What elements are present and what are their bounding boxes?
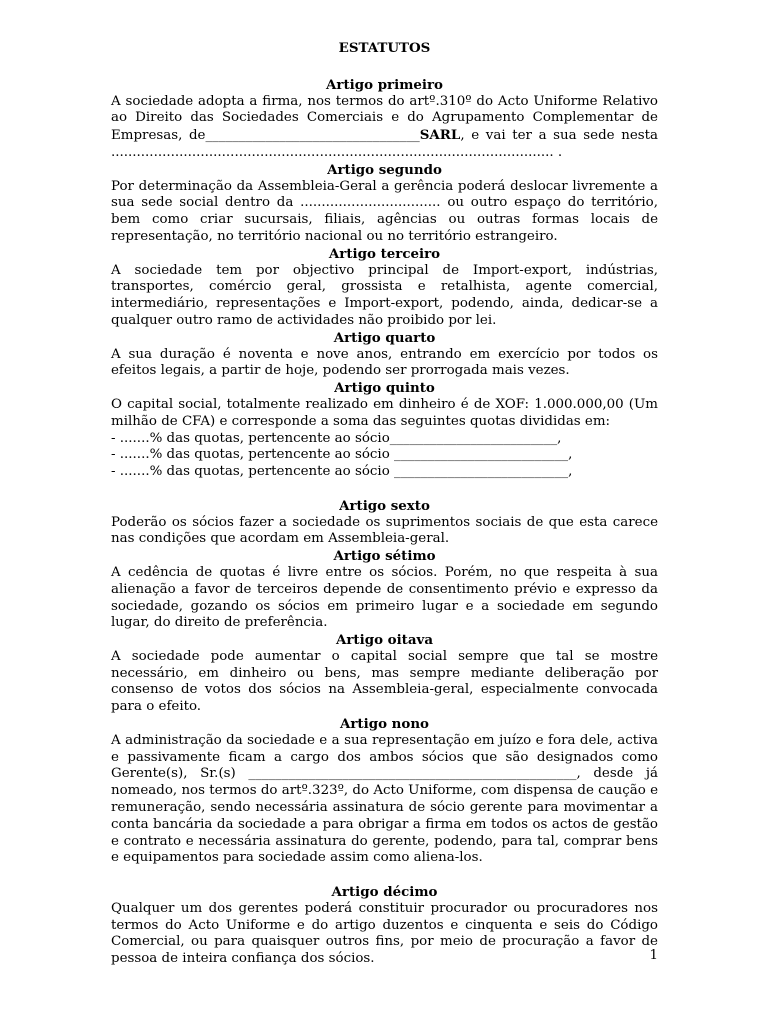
document-title: ESTATUTOS <box>338 40 431 56</box>
article-1-sarl: SARL <box>419 127 461 144</box>
article-5-heading: Artigo quinto <box>334 380 435 397</box>
document-page <box>111 40 658 968</box>
article-3-heading: Artigo terceiro <box>328 245 441 262</box>
article-4-text: A sua duração é noventa e nove anos, entrando em exercício por todos os efeitos legais, a partir de hoje, podendo ser prorrogada mais vezes. <box>111 346 658 379</box>
article-1-heading: Artigo primeiro <box>326 76 443 93</box>
article-6-heading: Artigo sexto <box>339 497 430 514</box>
article-9-heading: Artigo nono <box>339 716 429 733</box>
article-1-text-part2: , e vai ter a sua sede nesta <box>460 128 658 144</box>
article-1-dots: ........................................................................................................ . <box>111 144 563 160</box>
article-5-quota-1: - .......% das quotas, pertencente ao sócio_________________________, <box>111 430 562 446</box>
article-7-heading: Artigo sétimo <box>333 548 436 565</box>
article-1-text <box>111 94 658 145</box>
article-5-text: O capital social, totalmente realizado em dinheiro é de XOF: 1.000.000,00 (Um milhão de CFA) e corresponde a soma das seguintes quotas divididas em: <box>111 396 658 429</box>
spacer <box>111 481 658 498</box>
article-2-heading: Artigo segundo <box>327 161 442 178</box>
article-5-quota-3: - .......% das quotas, pertencente ao sócio __________________________, <box>111 464 573 480</box>
article-2-text: Por determinação da Assembleia-Geral a gerência poderá deslocar livremente a sua sede social dentro da ................................. ou outro espaço do território, bem como criar sucursais, filiais, agências ou outras formas locais de representação, no território nacional ou no território estrangeiro. <box>111 178 658 244</box>
article-6-text: Poderão os sócios fazer a sociedade os suprimentos sociais de que esta carece nas condições que acordam em Assembleia-geral. <box>111 514 658 547</box>
article-1-name-blank: ________________________________ <box>205 128 420 144</box>
article-9-text: A administração da sociedade e a sua representação em juízo e fora dele, activa e passivamente ficam a cargo dos ambos sócios que são designados como Gerente(s), Sr.(s) _________________________________________________, desde já nomeado, nos termos do artº.323º, do Acto Uniforme, com dispensa de caução e remuneração, sendo necessária assinatura de sócio gerente para movimentar a conta bancária da sociedade a para obrigar a firma em todos os actos de gestão e contrato e necessária assinatura do gerente, podendo, para tal, comprar bens e equipamentos para sociedade assim como aliena-los. <box>111 732 658 866</box>
article-7-text: A cedência de quotas é livre entre os sócios. Porém, no que respeita à sua alienação a favor de terceiros depende de consentimento prévio e expresso da sociedade, gozando os sócios em primeiro lugar e a sociedade em segundo lugar, do direito de preferência. <box>111 564 658 631</box>
article-8-heading: Artigo oitava <box>335 632 433 649</box>
article-10-heading: Artigo décimo <box>331 884 438 901</box>
article-3-text: A sociedade tem por objectivo principal de Import-export, indústrias, transportes, comércio geral, grossista e retalhista, agente comercial, intermediário, representações e Import-export, podendo, ainda, dedicar-se a qualquer outro ramo de actividades não proibido por lei. <box>111 262 658 328</box>
article-4-heading: Artigo quarto <box>333 329 436 346</box>
spacer <box>111 867 658 884</box>
page-number: 1 <box>649 948 658 963</box>
article-10-text: Qualquer um dos gerentes poderá constituir procurador ou procuradores nos termos do Acto Uniforme e do artigo duzentos e cinquenta e seis do Código Comercial, ou para quaisquer outros fins, por meio de procuração a favor de pessoa de inteira confiança dos sócios. <box>111 900 658 967</box>
article-5-quota-2: - .......% das quotas, pertencente ao sócio __________________________, <box>111 447 573 463</box>
article-8-text: A sociedade pode aumentar o capital social sempre que tal se mostre necessário, em dinheiro ou bens, mas sempre mediante deliberação por consenso de votos dos sócios na Assembleia-geral, especialmente convocada para o efeito. <box>111 648 658 715</box>
article-1-text-part1: A sociedade adopta a firma, nos termos do artº.310º do Acto Uniforme Relativo ao Direito das Sociedades Comerciais e do Agrupamento Complementar de Empresas, de <box>111 93 658 144</box>
